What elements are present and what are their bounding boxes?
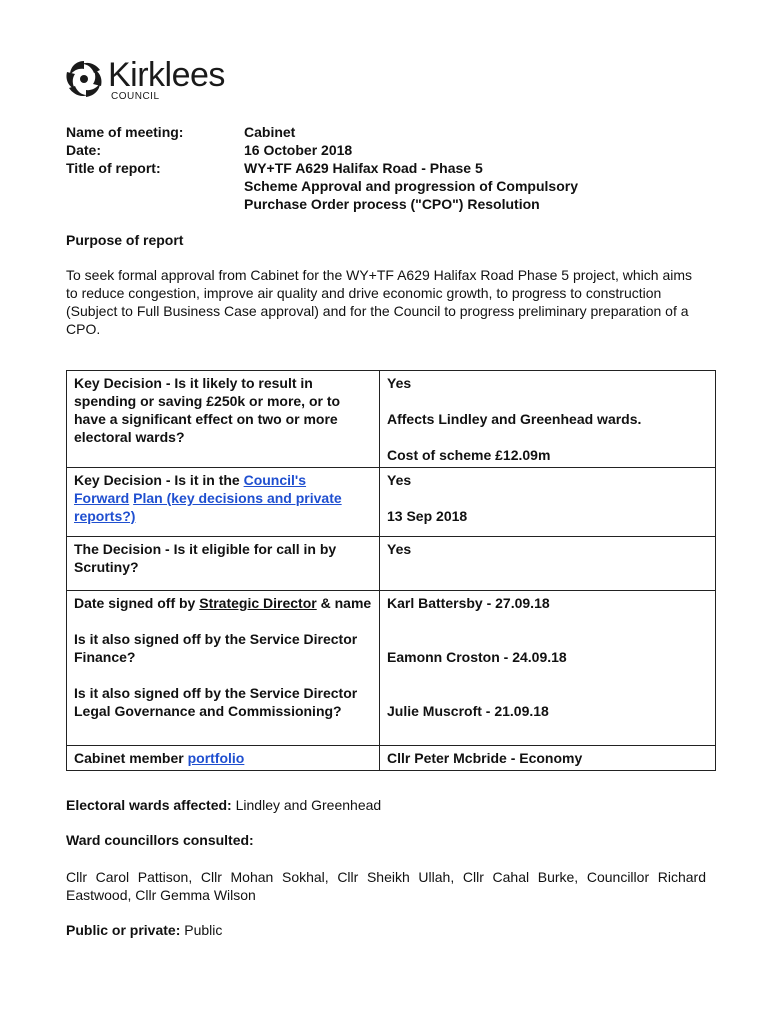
public-private-value: Public [180, 922, 223, 938]
table-cell [67, 537, 380, 591]
legal-sign-off: Julie Muscroft - 21.09.18 [387, 703, 549, 719]
forward-plan-answer: Yes [387, 472, 412, 488]
forward-link[interactable]: Forward [74, 490, 130, 506]
finance-sign-off-question: Is it also signed off by the Service Director Finance? [74, 631, 358, 665]
meeting-value: Cabinet [244, 124, 296, 140]
wards-affected-answer: Affects Lindley and Greenhead wards. [387, 411, 642, 427]
cabinet-member-value: Cllr Peter Mcbride - Economy [387, 750, 583, 766]
scheme-cost: Cost of scheme £12.09m [387, 447, 551, 463]
table-row [67, 371, 716, 468]
public-private-label: Public or private: [66, 922, 181, 938]
call-in-question: The Decision - Is it eligible for call in by Scrutiny? [74, 541, 337, 575]
kirklees-swirl-icon [64, 58, 104, 100]
cabinet-member-label: Cabinet member [74, 750, 188, 766]
forward-plan-link[interactable]: Plan (key decisions and private reports?) [74, 490, 342, 524]
table-cell [380, 371, 716, 468]
date-label: Date: [66, 142, 102, 158]
title-label: Title of report: [66, 160, 161, 176]
wards-label: Electoral wards affected: [66, 797, 232, 813]
key-decision-question: Key Decision - Is it likely to result in spending or saving £250k or more, or to have a significant effect on two or more electoral wards? [74, 375, 341, 445]
table-row [67, 591, 716, 746]
ward-councillors-heading [66, 831, 706, 849]
electoral-wards [66, 796, 706, 814]
table-cell [380, 591, 716, 746]
ward-councillors-list: Cllr Carol Pattison, Cllr Mohan Sokhal, Cllr Sheikh Ullah, Cllr Cahal Burke, Councillor Richard Eastwood, Cllr Gemma Wilson [66, 869, 706, 903]
strategic-director-link[interactable]: Strategic Director [199, 595, 317, 611]
key-decision-table [66, 370, 716, 771]
report-title [244, 159, 706, 213]
purpose-text: To seek formal approval from Cabinet for the WY+TF A629 Halifax Road Phase 5 project, which aims to reduce congestion, improve air quality and drive economic growth, to progress to construction (Subject to Full Business Case approval) and for the Council to progress preliminary preparation of a CPO. [66, 267, 693, 337]
table-cell [67, 746, 380, 771]
wards-value: Lindley and Greenhead [231, 797, 382, 813]
table-row [67, 746, 716, 771]
table-row [67, 537, 716, 591]
meeting-label: Name of meeting: [66, 124, 184, 140]
sign-off-question-text: Date signed off by [74, 595, 200, 611]
logo-subtitle: COUNCIL [111, 91, 160, 102]
table-cell [67, 468, 380, 537]
table-cell [67, 591, 380, 746]
councils-link[interactable]: Council's [243, 472, 307, 488]
ward-councillors-heading-text: Ward councillors consulted: [66, 832, 254, 848]
sign-off-question-text: & name [316, 595, 372, 611]
table-cell [380, 468, 716, 537]
date-value: 16 October 2018 [244, 142, 353, 158]
meeting-details [66, 123, 706, 213]
director-sign-off: Karl Battersby - 27.09.18 [387, 595, 550, 611]
sign-off-question [74, 594, 372, 612]
forward-plan-date: 13 Sep 2018 [387, 508, 468, 524]
forward-plan-question: Key Decision - Is it in the [74, 472, 244, 488]
kirklees-council-logo [64, 58, 264, 104]
report-title-line: Purchase Order process ("CPO") Resolution [244, 196, 540, 212]
logo-wordmark: Kirklees [108, 56, 225, 94]
finance-sign-off: Eamonn Croston - 24.09.18 [387, 649, 567, 665]
key-decision-answer: Yes [387, 375, 412, 391]
report-title-line: Scheme Approval and progression of Compulsory [244, 178, 578, 194]
table-cell [380, 746, 716, 771]
legal-sign-off-question: Is it also signed off by the Service Director Legal Governance and Commissioning? [74, 685, 358, 719]
purpose-heading: Purpose of report [66, 232, 184, 248]
table-cell [380, 537, 716, 591]
report-title-line: WY+TF A629 Halifax Road - Phase 5 [244, 160, 483, 176]
portfolio-link[interactable]: portfolio [187, 750, 245, 766]
table-row [67, 468, 716, 537]
call-in-answer: Yes [387, 541, 412, 557]
public-private [66, 921, 706, 939]
table-cell [67, 371, 380, 468]
